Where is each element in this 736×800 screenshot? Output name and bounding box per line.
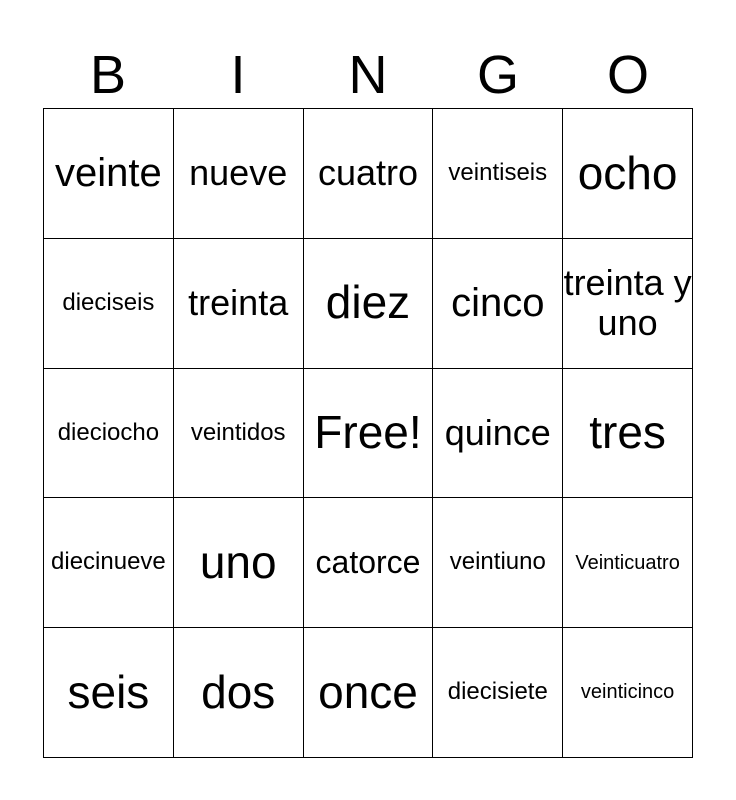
bingo-cell[interactable]: Veinticuatro [563,498,693,628]
bingo-cell[interactable]: treinta [174,239,304,369]
bingo-cell[interactable]: cinco [433,239,563,369]
bingo-cell[interactable]: seis [44,628,174,758]
bingo-cell[interactable]: dos [174,628,304,758]
bingo-cell[interactable]: veintiseis [433,109,563,239]
bingo-cell[interactable]: tres [563,369,693,499]
bingo-cell[interactable]: veintidos [174,369,304,499]
bingo-cell[interactable]: cuatro [304,109,434,239]
bingo-cell[interactable]: veinticinco [563,628,693,758]
bingo-cell[interactable]: veintiuno [433,498,563,628]
free-space[interactable]: Free! [304,369,434,499]
header-letter-b: B [89,45,127,105]
bingo-cell[interactable]: diez [304,239,434,369]
bingo-card [43,108,693,758]
bingo-cell[interactable]: nueve [174,109,304,239]
bingo-cell[interactable]: dieciseis [44,239,174,369]
bingo-cell[interactable]: veinte [44,109,174,239]
bingo-cell[interactable]: diecinueve [44,498,174,628]
bingo-header [43,42,693,108]
header-letter-o: O [606,45,649,105]
header-letter-g: G [476,45,519,105]
bingo-cell[interactable]: diecisiete [433,628,563,758]
bingo-cell[interactable]: ocho [563,109,693,239]
bingo-cell[interactable]: catorce [304,498,434,628]
bingo-cell[interactable]: uno [174,498,304,628]
bingo-cell[interactable]: dieciocho [44,369,174,499]
header-letter-n: N [348,45,388,105]
bingo-cell[interactable]: once [304,628,434,758]
bingo-cell[interactable]: quince [433,369,563,499]
header-letter-i: I [230,45,246,105]
bingo-cell[interactable]: treinta y uno [563,239,693,369]
